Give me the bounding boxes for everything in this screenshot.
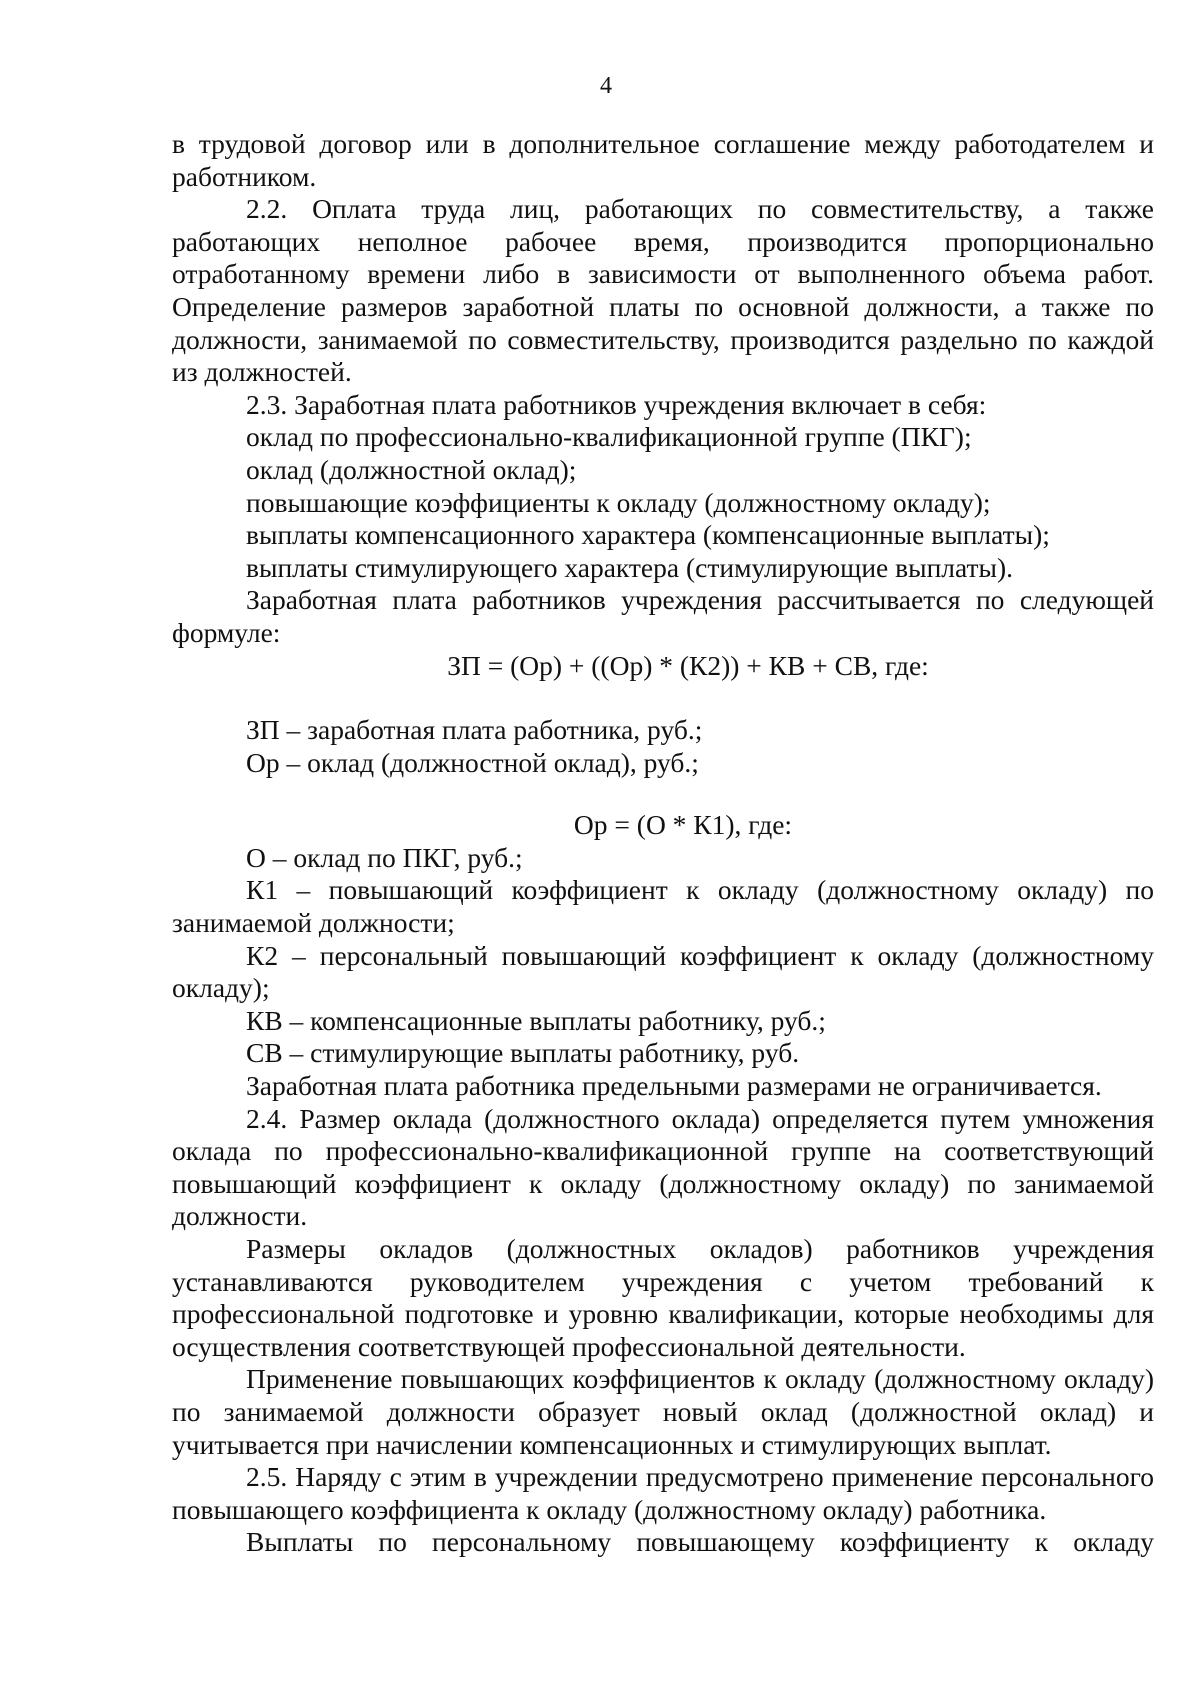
definition-k1: К1 – повышающий коэффициент к окладу (должностному окладу) по занимаемой должности; [172,874,1154,939]
definition-kv: КВ – компенсационные выплаты работнику, руб.; [246,1004,826,1036]
definition-o: О – оклад по ПКГ, руб.; [246,841,523,873]
paragraph-coefficients: Применение повышающих коэффициентов к окладу (должностному окладу) по занимаемой должности образует новый оклад (должностной оклад) и учитывается при начислении компенсационных и стимулирующих выплат. [172,1363,1154,1460]
paragraph-continuation: в трудовой договор или в дополнительное соглашение между работодателем и работником. [172,128,1154,192]
salary-component-item: повышающие коэффициенты к окладу (должностному окладу); [246,486,991,518]
salary-component-item: оклад по профессионально-квалификационной группе (ПКГ); [246,421,972,453]
paragraph-2-2: 2.2. Оплата труда лиц, работающих по совместительству, а также работающих неполное рабочее время, производится пропорционально отработанному времени либо в зависимости от выполненного объема работ. Определение размеров заработной платы по основной должности, а также по должности, занимаемой по совместительству, производится раздельно по каждой из должностей. [172,193,1154,388]
definition-sv: СВ – стимулирующие выплаты работнику, руб. [246,1037,800,1069]
formula-intro: Заработная плата работников учреждения рассчитывается по следующей формуле: [172,584,1154,648]
definition-or: Ор – оклад (должностной оклад), руб.; [246,746,699,778]
paragraph-salary-sizes: Размеры окладов (должностных окладов) работников учреждения устанавливаются руководителем учреждения с учетом требований к профессиональной подготовке и уровню квалификации, которые необходимы для осуществления соответствующей профессиональной деятельности. [172,1233,1154,1362]
document-body [172,128,1154,1559]
paragraph-2-5: 2.5. Наряду с этим в учреждении предусмотрено применение персонального повышающего коэффициента к окладу (должностному окладу) работника. [172,1461,1154,1525]
definition-k2: К2 – персональный повышающий коэффициент к окладу (должностному окладу); [172,939,1154,1004]
salary-limit-note: Заработная плата работника предельными размерами не ограничивается. [246,1070,1102,1102]
paragraph-personal-coefficient: Выплаты по персональному повышающему коэффициенту к окладу [246,1526,1154,1558]
salary-component-item: выплаты стимулирующего характера (стимулирующие выплаты). [246,551,1014,583]
paragraph-2-3-intro: 2.3. Заработная плата работников учреждения включает в себя: [246,388,987,420]
salary-formula: ЗП = (Ор) + ((Ор) * (К2)) + КВ + СВ, где: [447,649,929,681]
definition-zp: ЗП – заработная плата работника, руб.; [246,714,703,746]
page-number: 4 [600,73,612,99]
salary-component-item: оклад (должностной оклад); [246,453,577,485]
spacer [172,682,1154,714]
paragraph-2-4: 2.4. Размер оклада (должностного оклада) определяется путем умножения оклада по профессионально-квалификационной группе на соответствующий повышающий коэффициент к окладу (должностному окладу) по занимаемой должности. [172,1102,1154,1232]
salary-component-item: выплаты компенсационного характера (компенсационные выплаты); [246,519,1050,551]
base-salary-formula: Ор = (О * К1), где: [573,809,793,841]
